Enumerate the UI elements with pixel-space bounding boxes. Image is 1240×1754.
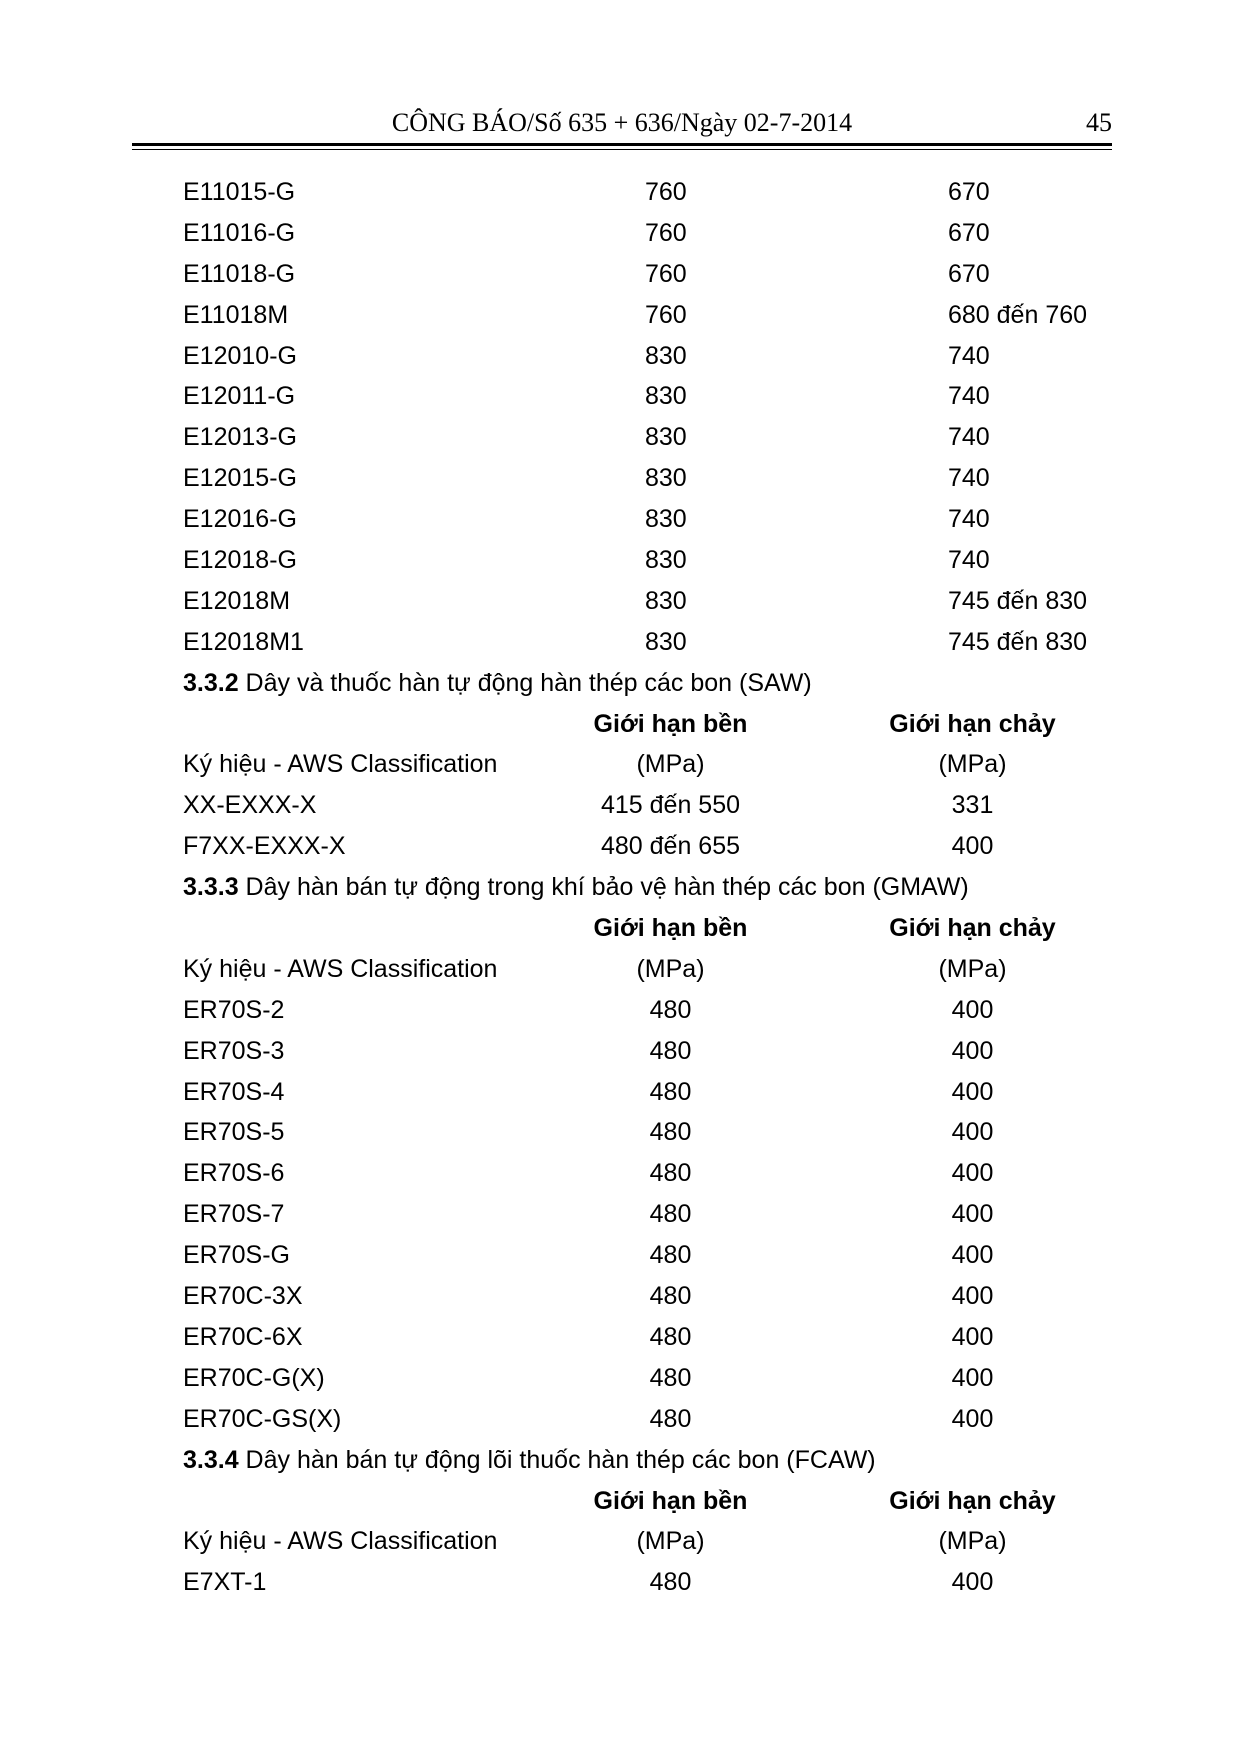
table-row: E12018M 830 745 đến 830: [183, 586, 1088, 615]
page-number: 45: [1086, 108, 1112, 137]
gazette-header-title: CÔNG BÁO/Số 635 + 636/Ngày 02-7-2014: [391, 108, 853, 137]
gmaw-table: [183, 908, 1123, 1440]
table-row: E12010-G 830 740: [183, 341, 990, 370]
table-header-row: Giới hạn bền Giới hạn chảy: [593, 914, 1056, 943]
table-row: ER70C-GS(X) 480 400: [183, 1404, 994, 1433]
table-header-row: Giới hạn bền Giới hạn chảy: [593, 709, 1056, 738]
header-rule-thin: [132, 149, 1112, 150]
table-row: E11018M 760 680 đến 760: [183, 300, 1088, 329]
page-header: [132, 108, 1112, 144]
header-rule-thick: [132, 143, 1112, 146]
section-heading-fcaw: 3.3.4 Dây hàn bán tự động lõi thuốc hàn thép các bon (FCAW): [183, 1445, 876, 1474]
table-row: E12015-G 830 740: [183, 464, 990, 493]
section-heading-saw: 3.3.2 Dây và thuốc hàn tự động hàn thép các bon (SAW): [183, 668, 812, 697]
table-row: E7XT-1 480 400: [183, 1568, 994, 1597]
table-row: E12018-G 830 740: [183, 546, 990, 575]
table-row: E12018M1 830 745 đến 830: [183, 627, 1088, 656]
fcaw-table: [183, 1481, 1123, 1604]
table-row: E11015-G 760 670: [183, 178, 990, 206]
table-row: ER70S-6 480 400: [183, 1159, 994, 1188]
table-unit-row: Ký hiệu - AWS Classification (MPa) (MPa): [183, 1527, 1007, 1556]
table-row: ER70S-3 480 400: [183, 1036, 994, 1065]
table-row: E12013-G 830 740: [183, 423, 990, 452]
document-body: [183, 172, 1123, 1603]
saw-table: [183, 704, 1123, 868]
table-unit-row: Ký hiệu - AWS Classification (MPa) (MPa): [183, 750, 1007, 779]
table-row: F7XX-EXXX-X 480 đến 655 400: [183, 832, 994, 861]
table-row: ER70C-G(X) 480 400: [183, 1363, 994, 1392]
table-row: E11016-G 760 670: [183, 218, 990, 247]
table-row: E12011-G 830 740: [183, 382, 990, 411]
electrode-table-continued: [183, 172, 1123, 663]
table-row: XX-EXXX-X 415 đến 550 331: [183, 791, 994, 820]
table-row: ER70S-G 480 400: [183, 1241, 994, 1270]
table-unit-row: Ký hiệu - AWS Classification (MPa) (MPa): [183, 954, 1007, 983]
table-row: ER70S-4 480 400: [183, 1077, 994, 1106]
table-row: ER70C-3X 480 400: [183, 1282, 994, 1311]
table-row: E12016-G 830 740: [183, 505, 990, 534]
table-header-row: Giới hạn bền Giới hạn chảy: [593, 1486, 1056, 1515]
table-row: ER70S-5 480 400: [183, 1118, 994, 1147]
table-row: ER70S-2 480 400: [183, 995, 994, 1024]
table-row: E11018-G 760 670: [183, 259, 990, 288]
table-row: ER70S-7 480 400: [183, 1200, 994, 1229]
section-heading-gmaw: 3.3.3 Dây hàn bán tự động trong khí bảo vệ hàn thép các bon (GMAW): [183, 873, 969, 902]
table-row: ER70C-6X 480 400: [183, 1322, 994, 1351]
